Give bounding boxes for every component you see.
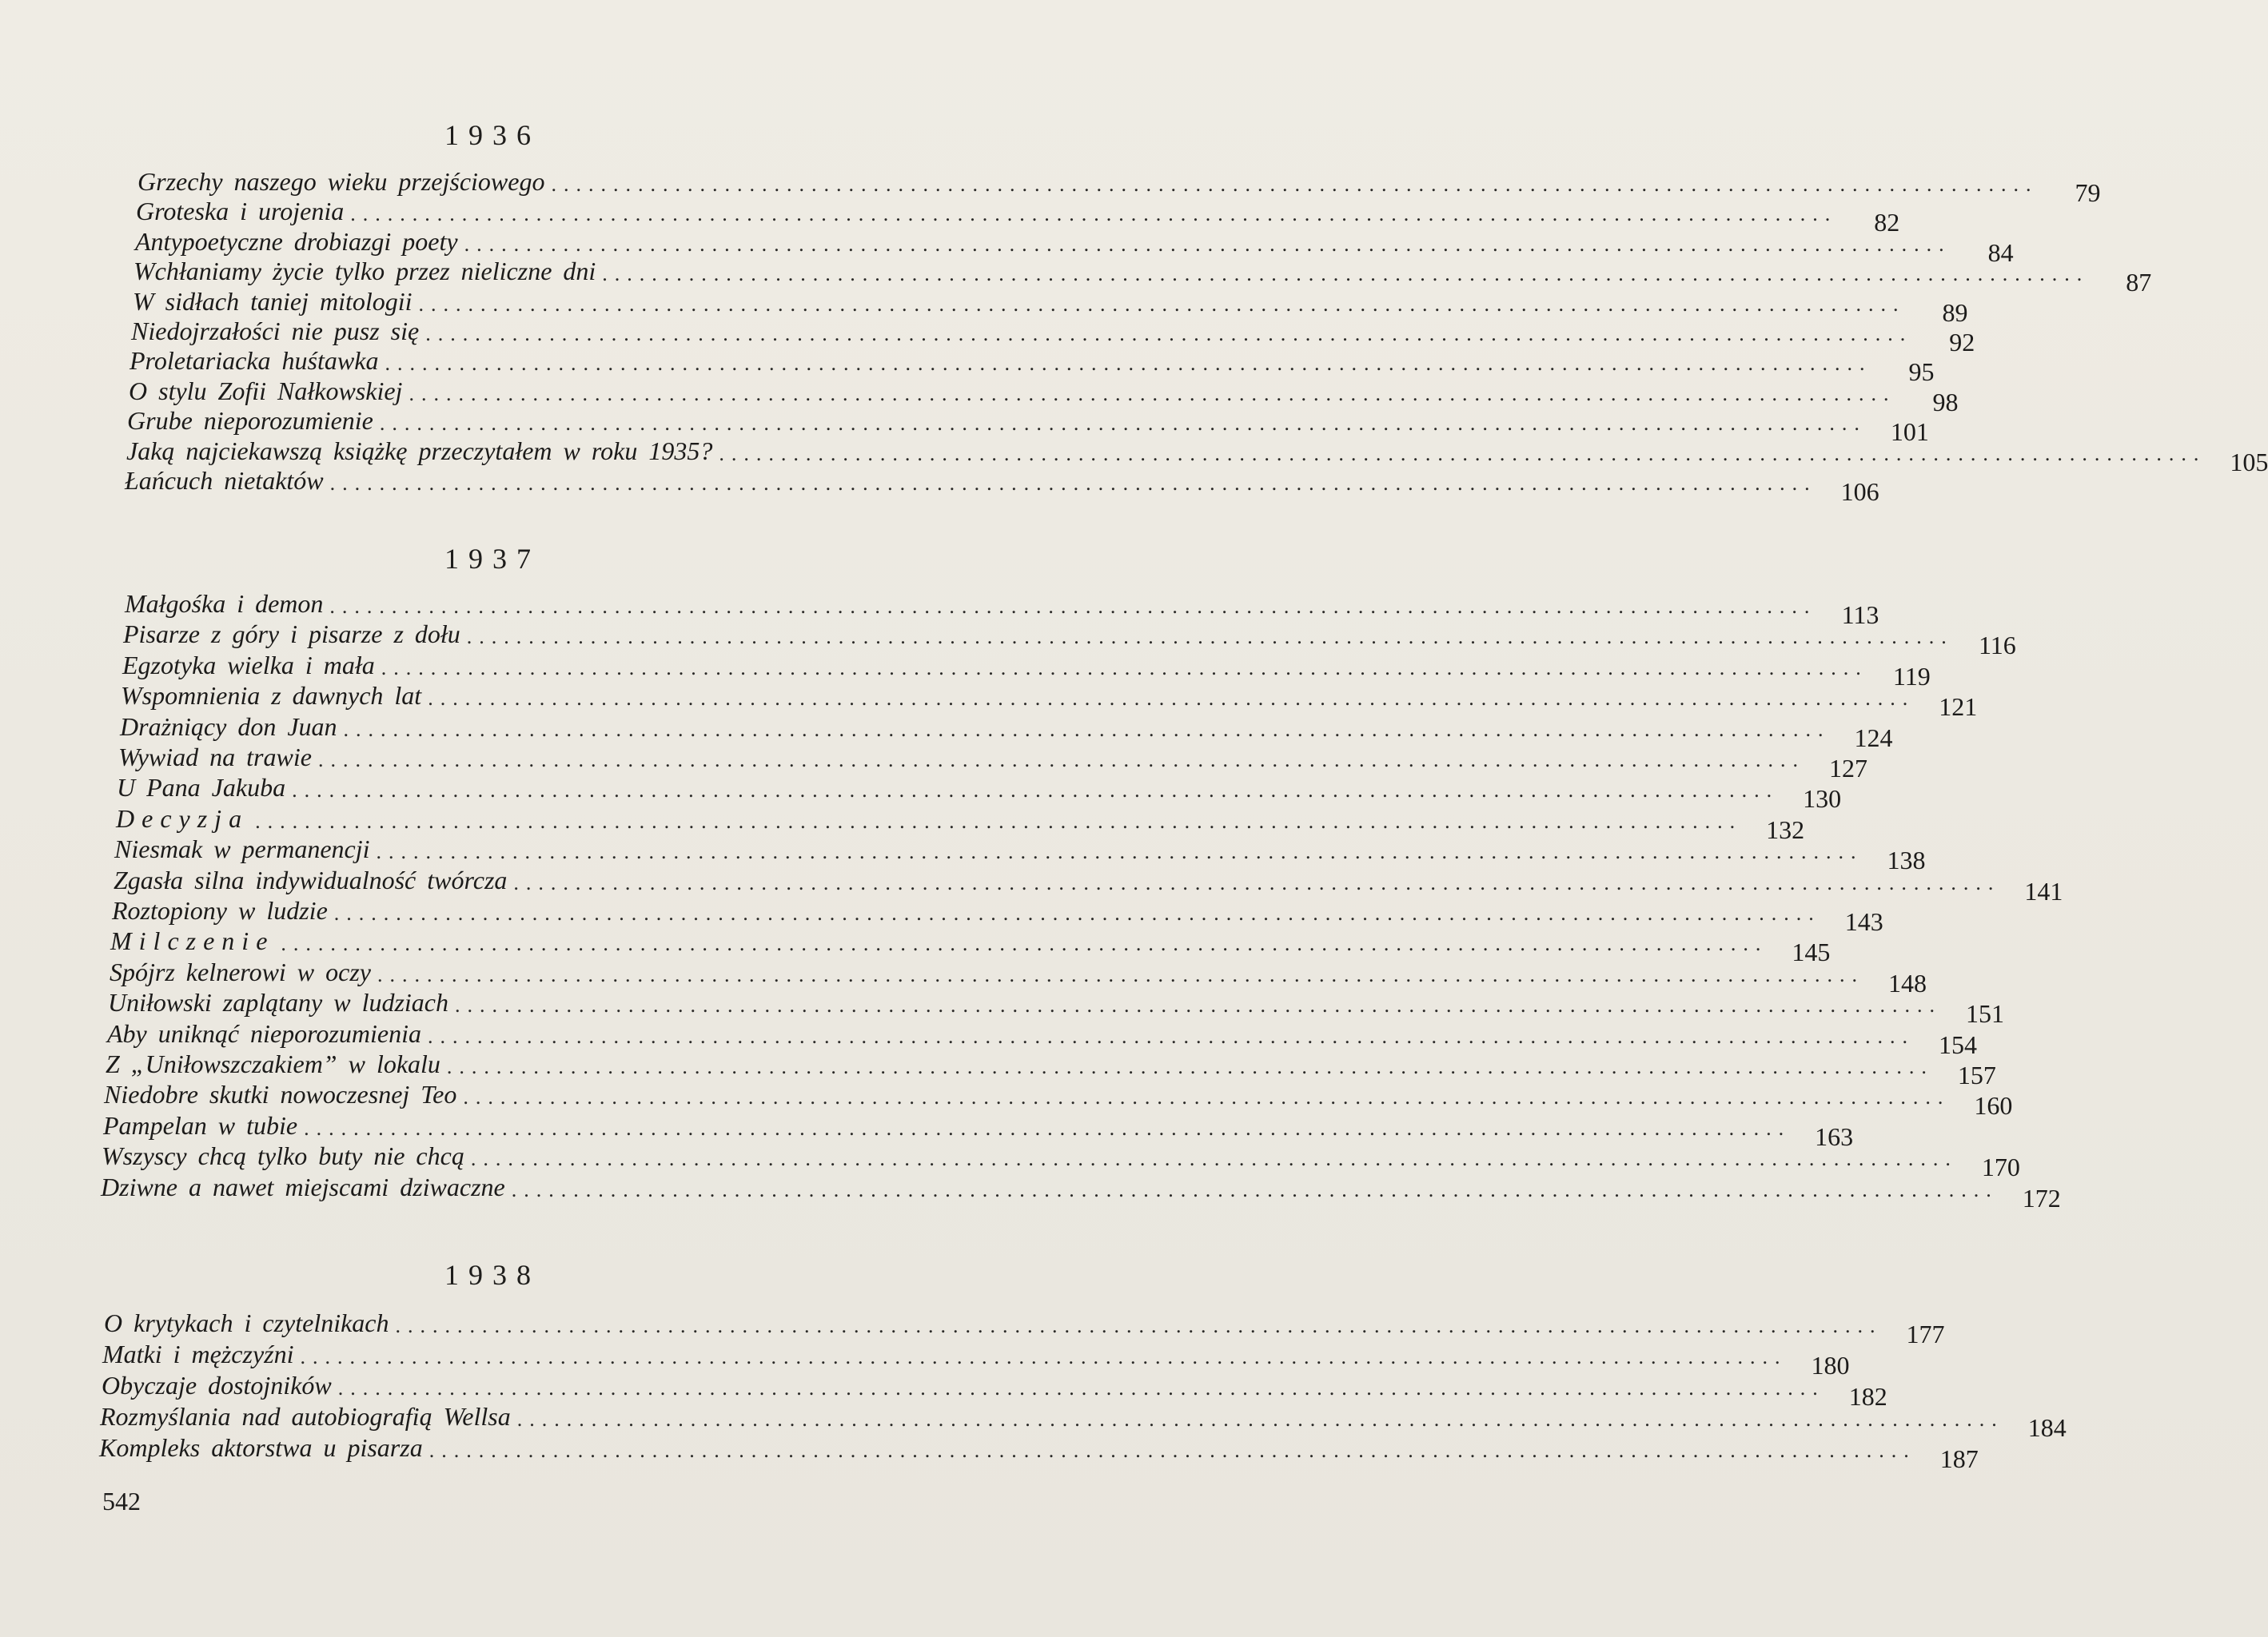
entry-title: Wywiad na trawie — [118, 743, 312, 771]
entry-title: W sidłach taniej mitologii — [133, 286, 413, 316]
toc-entry — [126, 436, 2268, 476]
entry-page-number: 138 — [1887, 846, 1926, 875]
entry-title: Grube nieporozumienie — [127, 406, 373, 436]
toc-entry — [114, 834, 1926, 875]
entry-page-number: 170 — [1981, 1153, 2020, 1182]
entry-title: Matki i mężczyźni — [102, 1340, 294, 1368]
entry-title: Kompleks aktorstwa u pisarza — [99, 1433, 423, 1462]
toc-entry — [107, 1018, 1977, 1059]
dot-leader: ........................................................................................................................ — [281, 932, 1768, 956]
entry-page-number: 87 — [2126, 268, 2152, 297]
entry-page-number: 124 — [1854, 723, 1893, 752]
toc-entry — [125, 588, 1879, 629]
dot-leader: ........................................................................................................................ — [395, 1314, 1883, 1337]
toc-entry — [110, 957, 1927, 998]
entry-page-number: 95 — [1908, 357, 1935, 387]
entry-title: Roztopiony w ludzie — [112, 896, 328, 925]
dot-leader: ........................................................................................................................ — [428, 687, 1915, 711]
entry-title: Jaką najciekawszą książkę przeczytałem w roku 1935? — [126, 436, 713, 465]
entry-page-number: 182 — [1848, 1382, 1887, 1411]
entry-page-number: 132 — [1766, 815, 1805, 844]
entry-page-number: 177 — [1906, 1320, 1945, 1348]
entry-title: Spójrz kelnerowi w oczy — [110, 957, 371, 986]
entry-title: Pampelan w tubie — [103, 1110, 298, 1140]
entry-page-number: 105 — [2230, 447, 2268, 476]
entry-page-number: 145 — [1792, 938, 1831, 967]
entry-page-number: 98 — [1932, 387, 1959, 416]
entry-title: Rozmyślania nad autobiografią Wellsa — [100, 1402, 511, 1431]
dot-leader: ........................................................................................................................ — [511, 1177, 1999, 1201]
entry-title: Niesmak w permanencji — [114, 834, 370, 864]
entry-title: Wchłaniamy życie tylko przez nieliczne dni — [134, 257, 596, 286]
dot-leader: ........................................................................................................................ — [425, 322, 1913, 345]
dot-leader: ........................................................................................................................ — [455, 994, 1942, 1018]
entry-page-number: 84 — [1987, 237, 2014, 267]
dot-leader: ........................................................................................................................ — [379, 412, 1867, 436]
toc-entry — [110, 926, 1831, 967]
entry-title: Proletariacka huśtawka — [130, 346, 379, 376]
entry-page-number: 79 — [2075, 178, 2101, 207]
toc-entry — [123, 619, 2016, 660]
entry-title: Obyczaje dostojników — [102, 1371, 332, 1400]
entry-page-number: 92 — [1949, 328, 1975, 356]
entry-title: O krytykach i czytelnikach — [104, 1308, 389, 1337]
entry-title: Wszyscy chcą tylko buty nie chcą — [102, 1141, 464, 1171]
dot-leader: ........................................................................................................................ — [409, 381, 1896, 405]
entry-page-number: 101 — [1890, 417, 1929, 447]
entry-title: U Pana Jakuba — [117, 773, 286, 803]
dot-leader: ........................................................................................................................ — [427, 1024, 1915, 1048]
toc-entry — [103, 1110, 1854, 1151]
dot-leader: ........................................................................................................................ — [470, 1147, 1958, 1171]
entry-title: Milczenie — [110, 926, 275, 956]
dot-leader: ........................................................................................................................ — [329, 595, 1817, 618]
entry-title: Łańcuch nietaktów — [125, 466, 324, 495]
entry-page-number: 89 — [1942, 297, 1968, 327]
toc-entry — [112, 895, 1883, 936]
entry-title: Pisarze z góry i pisarze z dołu — [123, 619, 460, 649]
entry-page-number: 180 — [1811, 1351, 1850, 1380]
dot-leader: ........................................................................................................................ — [446, 1055, 1934, 1078]
entry-page-number: 113 — [1841, 600, 1879, 629]
entry-title: Drażniący don Juan — [120, 711, 337, 741]
dot-leader: ........................................................................................................................ — [329, 472, 1817, 495]
dot-leader: ........................................................................................................................ — [300, 1345, 1788, 1368]
toc-entry — [108, 987, 2004, 1029]
entry-page-number: 157 — [1957, 1061, 1996, 1089]
dot-leader: ........................................................................................................................ — [551, 173, 2039, 196]
page-number: 542 — [102, 1487, 141, 1516]
entry-page-number: 130 — [1803, 784, 1842, 814]
entry-page-number: 184 — [2027, 1413, 2067, 1442]
entry-page-number: 106 — [1840, 477, 1879, 506]
dot-leader: ........................................................................................................................ — [719, 441, 2206, 465]
toc-entry — [118, 742, 1867, 783]
entry-title: Groteska i urojenia — [136, 197, 345, 226]
dot-leader: ........................................................................................................................ — [304, 1116, 1792, 1140]
toc-entry — [114, 865, 2063, 906]
section-year: 1938 — [444, 1259, 540, 1291]
dot-leader: ........................................................................................................................ — [466, 625, 1954, 649]
toc-entry — [129, 376, 1959, 416]
dot-leader: ........................................................................................................................ — [376, 840, 1863, 864]
toc-entry — [130, 345, 1935, 387]
dot-leader: ........................................................................................................................ — [377, 962, 1864, 986]
dot-leader: ........................................................................................................................ — [464, 232, 1951, 256]
entry-page-number: 151 — [1966, 999, 2004, 1029]
toc-entry — [106, 1049, 1996, 1089]
toc-entry — [102, 1339, 1850, 1380]
entry-page-number: 141 — [2024, 876, 2063, 906]
toc-entry — [101, 1172, 2061, 1213]
dot-leader: ........................................................................................................................ — [350, 202, 1838, 226]
entry-page-number: 116 — [1978, 631, 2016, 660]
toc-entry — [117, 772, 1842, 814]
entry-page-number: 119 — [1892, 661, 1931, 691]
toc-entry — [102, 1370, 1887, 1411]
entry-title: Z „Uniłowszczakiem” w lokalu — [106, 1050, 440, 1078]
toc-entry — [121, 680, 1978, 722]
dot-leader: ........................................................................................................................ — [343, 717, 1831, 741]
dot-leader: ........................................................................................................................ — [428, 1439, 1916, 1462]
entry-title: Egzotyka wielka i mała — [122, 650, 375, 679]
toc-entry — [104, 1308, 1945, 1348]
entry-title: O stylu Zofii Nałkowskiej — [129, 376, 403, 405]
toc-entry — [138, 166, 2101, 207]
entry-title: Małgośka i demon — [125, 589, 324, 618]
entry-title: Zgasła silna indywidualność twórcza — [114, 865, 508, 894]
toc-entry — [127, 405, 1929, 447]
entry-title: Grzechy naszego wieku przejściowego — [138, 167, 545, 196]
toc-entry — [100, 1401, 2067, 1442]
entry-page-number: 154 — [1938, 1030, 1977, 1059]
entry-page-number: 172 — [2022, 1183, 2061, 1213]
toc-entry — [99, 1432, 1979, 1473]
dot-leader: ........................................................................................................................ — [333, 902, 1821, 925]
entry-page-number: 160 — [1974, 1091, 2013, 1121]
entry-page-number: 121 — [1939, 692, 1978, 722]
toc-entry — [136, 196, 1900, 237]
entry-title: Uniłowski zaplątany w ludziach — [108, 988, 448, 1018]
dot-leader: ........................................................................................................................ — [381, 655, 1868, 679]
dot-leader: ........................................................................................................................ — [463, 1085, 1951, 1109]
entry-title: Wspomnienia z dawnych lat — [121, 681, 422, 711]
dot-leader: ........................................................................................................................ — [255, 809, 1743, 833]
dot-leader: ........................................................................................................................ — [317, 748, 1805, 771]
entry-page-number: 163 — [1815, 1121, 1854, 1151]
toc-entry — [104, 1079, 2013, 1121]
entry-title: Decyzja — [116, 803, 249, 833]
dot-leader: ........................................................................................................................ — [385, 352, 1872, 376]
entry-page-number: 82 — [1874, 208, 1900, 237]
entry-title: Niedobre skutki nowoczesnej Teo — [104, 1080, 457, 1109]
section-year: 1936 — [444, 119, 540, 151]
dot-leader: ........................................................................................................................ — [516, 1408, 2004, 1431]
toc-entry — [102, 1141, 2020, 1182]
toc-entry — [116, 803, 1805, 844]
toc-entry — [131, 316, 1975, 356]
dot-leader: ........................................................................................................................ — [337, 1376, 1825, 1400]
toc-entry — [135, 226, 2014, 267]
dot-leader: ........................................................................................................................ — [418, 292, 1906, 316]
toc-entry — [133, 286, 1968, 327]
dot-leader: ........................................................................................................................ — [292, 779, 1780, 803]
toc-entry — [125, 465, 1879, 506]
toc-entry — [134, 256, 2152, 297]
entry-page-number: 187 — [1939, 1444, 1979, 1473]
dot-leader: ........................................................................................................................ — [513, 870, 2001, 894]
entry-title: Dziwne a nawet miejscami dziwaczne — [101, 1172, 505, 1201]
entry-page-number: 127 — [1828, 754, 1867, 783]
entry-page-number: 148 — [1888, 968, 1927, 998]
entry-page-number: 143 — [1844, 907, 1883, 936]
toc-entry — [122, 650, 1931, 691]
dot-leader: ........................................................................................................................ — [602, 262, 2090, 286]
section-year: 1937 — [444, 543, 540, 575]
entry-title: Niedojrzałości nie pusz się — [131, 317, 420, 345]
entry-title: Aby uniknąć nieporozumienia — [107, 1018, 421, 1048]
entry-title: Antypoetyczne drobiazgi poety — [135, 226, 458, 256]
toc-entry — [120, 711, 1893, 752]
